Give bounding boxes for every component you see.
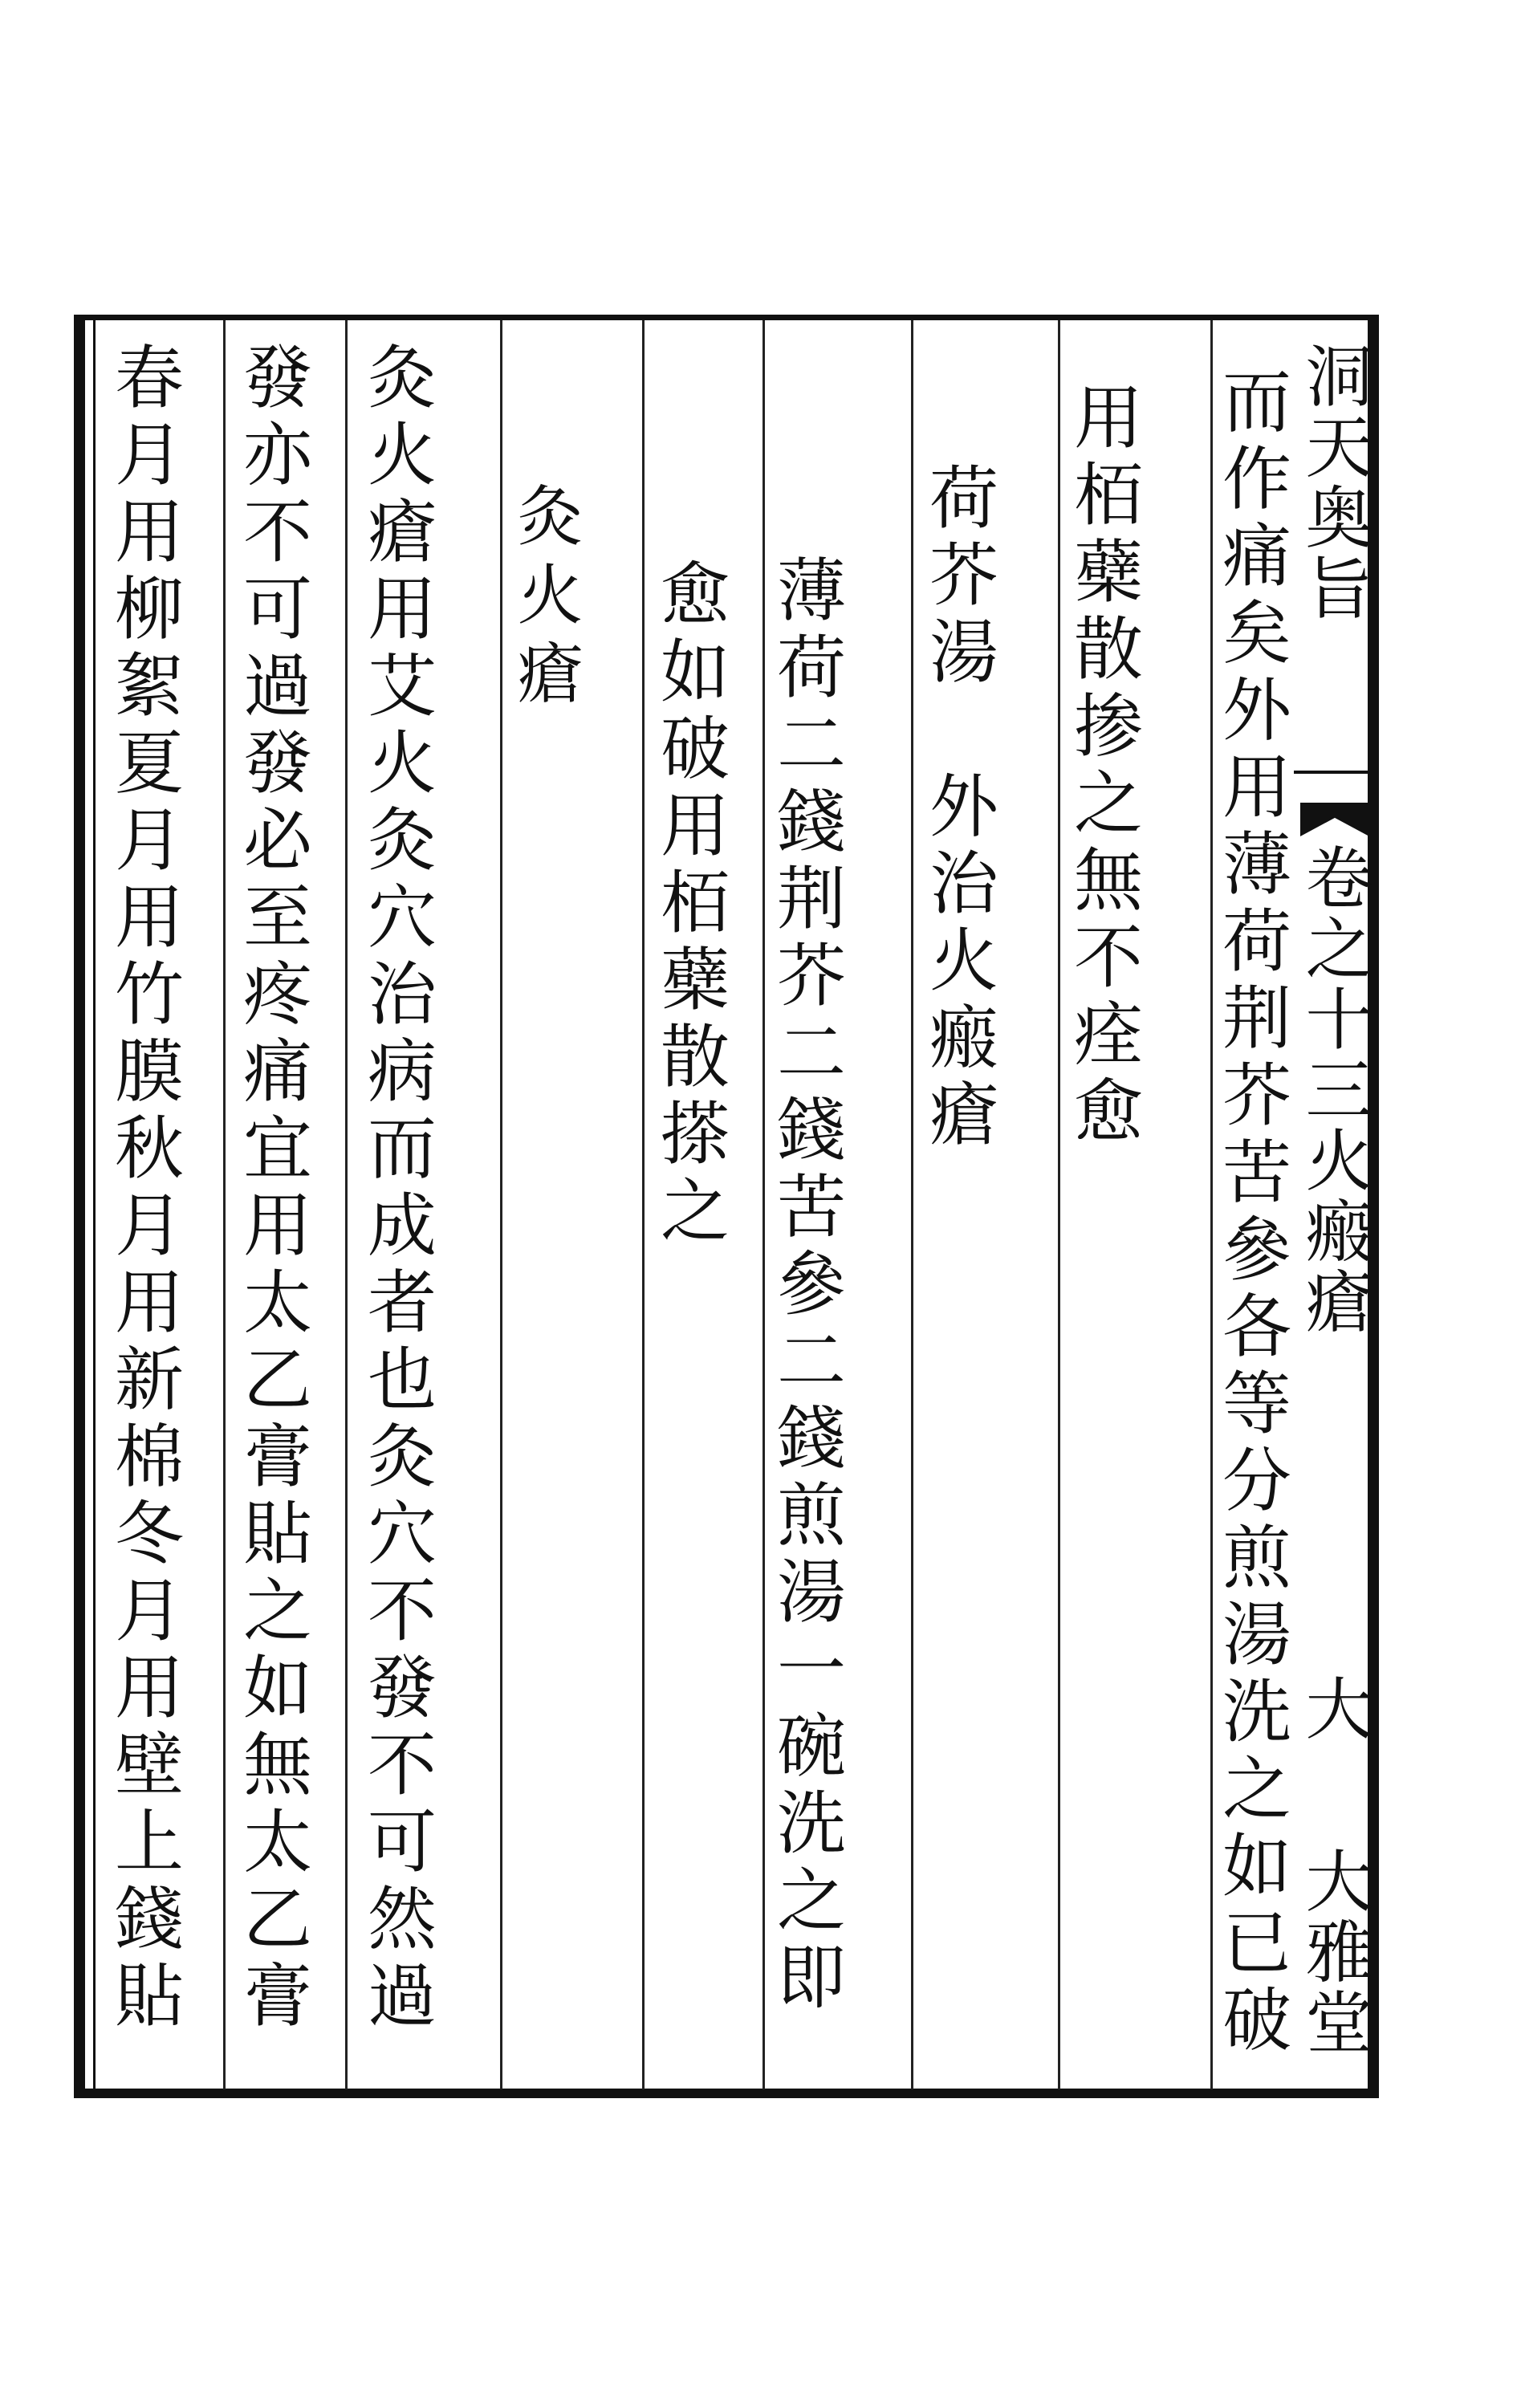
book-title: 洞天奥旨 xyxy=(1295,341,1373,624)
text-column-1: 而作痛矣外用薄荷荆芥苦參各等分煎湯洗之如已破 xyxy=(1210,365,1291,2060)
text-column-7: 灸火瘡用艾火灸穴治病而成者也灸穴不發不可然過 xyxy=(356,341,436,2036)
heart-divider xyxy=(1294,771,1374,774)
column-rule xyxy=(1058,320,1060,2089)
block-heart xyxy=(1294,325,1374,2088)
folio-number: 大 xyxy=(1295,1674,1373,1744)
column-rule xyxy=(911,320,913,2089)
column-rule xyxy=(345,320,348,2089)
text-column-4: 薄荷二錢荆芥二錢苦參二錢煎湯一碗洗之即 xyxy=(765,554,845,2018)
column-rule xyxy=(500,320,502,2089)
text-column-2: 用栢蘗散掺之無不痊愈 xyxy=(1062,381,1142,1152)
column-rule xyxy=(642,320,645,2089)
text-column-8: 發亦不可過發必至疼痛宜用太乙膏貼之如無太乙膏 xyxy=(231,341,311,2036)
volume-label: 卷之十三火瘢瘡 xyxy=(1295,843,1373,1337)
text-column-5: 愈如破用栢蘗散搽之 xyxy=(649,558,729,1251)
text-column-9: 春月用柳絮夏月用竹膜秋月用新棉冬月用壁上錢貼 xyxy=(103,341,183,2036)
studio-name: 大雅堂 xyxy=(1295,1846,1373,2058)
text-column-3: 荷芥湯 外治火瘢瘡 xyxy=(917,462,998,1155)
column-rule xyxy=(223,320,226,2089)
section-heading: 灸火瘡 xyxy=(506,482,583,718)
